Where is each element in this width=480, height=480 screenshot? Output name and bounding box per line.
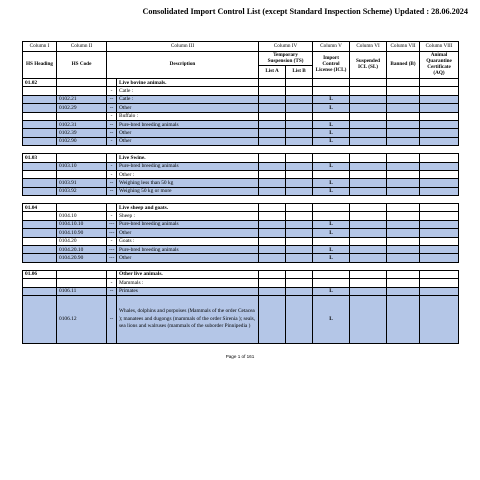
- icl-cell: L: [313, 295, 350, 343]
- banned-cell: [387, 187, 420, 195]
- banned-cell: [387, 154, 420, 162]
- column-label: Column VII: [387, 42, 420, 52]
- list-b-cell: [286, 79, 313, 87]
- suspended-icl-cell: [350, 229, 387, 237]
- description-cell: Live sheep and goats.: [117, 204, 259, 212]
- list-a-cell: [259, 229, 286, 237]
- spacer-cell: [23, 146, 459, 154]
- suspended-icl-cell: [350, 79, 387, 87]
- header-hs-heading: HS Heading: [23, 52, 57, 79]
- indent-dash-cell: --: [107, 179, 117, 187]
- heading-row: [23, 154, 459, 162]
- hs-code-cell: 0106.11: [57, 287, 107, 295]
- banned-cell: [387, 270, 420, 278]
- icl-cell: [313, 204, 350, 212]
- indent-dash-cell: [107, 79, 117, 87]
- hs-code-cell: [57, 170, 107, 178]
- description-cell: Goats :: [117, 237, 259, 245]
- banned-cell: [387, 204, 420, 212]
- indent-dash-cell: -: [107, 162, 117, 170]
- suspended-icl-cell: [350, 112, 387, 120]
- banned-cell: [387, 95, 420, 103]
- page-number: Page 1 of 161: [225, 354, 255, 359]
- list-a-cell: [259, 237, 286, 245]
- indent-dash-cell: [107, 204, 117, 212]
- table-row: [23, 170, 459, 178]
- indent-dash-cell: --: [107, 295, 117, 343]
- hs-code-cell: [57, 270, 107, 278]
- icl-cell: L: [313, 104, 350, 112]
- aq-cell: [420, 295, 459, 343]
- icl-cell: L: [313, 187, 350, 195]
- hs-code-cell: 0102.21: [57, 95, 107, 103]
- hs-code-cell: 0102.31: [57, 120, 107, 128]
- aq-cell: [420, 220, 459, 228]
- list-a-cell: [259, 137, 286, 145]
- indent-dash-cell: [107, 270, 117, 278]
- aq-cell: [420, 162, 459, 170]
- aq-cell: [420, 204, 459, 212]
- banned-cell: [387, 112, 420, 120]
- indent-dash-cell: [107, 154, 117, 162]
- icl-cell: [313, 79, 350, 87]
- hs-code-cell: [57, 279, 107, 287]
- banned-cell: [387, 279, 420, 287]
- description-cell: Other: [117, 129, 259, 137]
- spacer-cell: [23, 196, 459, 204]
- list-a-cell: [259, 270, 286, 278]
- list-b-cell: [286, 204, 313, 212]
- table-row: [23, 279, 459, 287]
- table-row: [23, 237, 459, 245]
- suspended-icl-cell: [350, 246, 387, 254]
- spacer-row: [23, 146, 459, 154]
- hs-heading-cell: [23, 279, 57, 287]
- hs-code-cell: [57, 204, 107, 212]
- spacer-row: [23, 262, 459, 270]
- description-cell: Other live animals.: [117, 270, 259, 278]
- hs-code-cell: [57, 112, 107, 120]
- aq-cell: [420, 87, 459, 95]
- indent-dash-cell: --: [107, 95, 117, 103]
- header-animal-quarantine: Animal Quarantine Certificate (AQ): [420, 52, 459, 79]
- column-label: Column VIII: [420, 42, 459, 52]
- list-b-cell: [286, 112, 313, 120]
- indent-dash-cell: -: [107, 87, 117, 95]
- hs-code-cell: 0103.91: [57, 179, 107, 187]
- list-a-cell: [259, 279, 286, 287]
- aq-cell: [420, 170, 459, 178]
- icl-cell: L: [313, 254, 350, 262]
- list-a-cell: [259, 170, 286, 178]
- aq-cell: [420, 129, 459, 137]
- hs-code-cell: [57, 87, 107, 95]
- table-row: [23, 220, 459, 228]
- aq-cell: [420, 95, 459, 103]
- banned-cell: [387, 237, 420, 245]
- hs-code-cell: 0104.10: [57, 212, 107, 220]
- table-row: [23, 187, 459, 195]
- suspended-icl-cell: [350, 237, 387, 245]
- column-label: Column V: [313, 42, 350, 52]
- table-row: [23, 295, 459, 343]
- list-b-cell: [286, 254, 313, 262]
- aq-cell: [420, 237, 459, 245]
- list-a-cell: [259, 204, 286, 212]
- indent-dash-cell: --: [107, 287, 117, 295]
- hs-heading-cell: [23, 212, 57, 220]
- description-cell: Weighing 50 kg or more: [117, 187, 259, 195]
- column-label: Column I: [23, 42, 57, 52]
- description-cell: Whales, dolphins and porpoises (Mammals of the order Cetacea ); manatees and dugongs (mammals of the order Sirenia ); seals, sea lions and walruses (mammals of the suborder Pinnipedia ): [117, 295, 259, 343]
- hs-code-cell: 0103.92: [57, 187, 107, 195]
- description-cell: Pure-bred breeding animals: [117, 246, 259, 254]
- hs-heading-cell: [23, 187, 57, 195]
- list-b-cell: [286, 137, 313, 145]
- table-row: [23, 229, 459, 237]
- indent-dash-cell: --: [107, 187, 117, 195]
- icl-cell: L: [313, 179, 350, 187]
- suspended-icl-cell: [350, 204, 387, 212]
- hs-heading-cell: [23, 254, 57, 262]
- description-cell: Other: [117, 229, 259, 237]
- hs-heading-cell: [23, 229, 57, 237]
- list-a-cell: [259, 104, 286, 112]
- suspended-icl-cell: [350, 212, 387, 220]
- list-b-cell: [286, 87, 313, 95]
- suspended-icl-cell: [350, 137, 387, 145]
- banned-cell: [387, 87, 420, 95]
- suspended-icl-cell: [350, 254, 387, 262]
- aq-cell: [420, 104, 459, 112]
- import-control-table: [22, 41, 459, 344]
- description-cell: Catle :: [117, 95, 259, 103]
- list-b-cell: [286, 229, 313, 237]
- table-row: [23, 287, 459, 295]
- list-b-cell: [286, 129, 313, 137]
- description-cell: Pure-bred breeding animals: [117, 120, 259, 128]
- column-label: Column IV: [259, 42, 313, 52]
- description-cell: Other: [117, 137, 259, 145]
- banned-cell: [387, 295, 420, 343]
- suspended-icl-cell: [350, 179, 387, 187]
- hs-code-cell: 0102.29: [57, 104, 107, 112]
- hs-heading-cell: [23, 112, 57, 120]
- hs-heading-cell: [23, 220, 57, 228]
- hs-heading-cell: [23, 120, 57, 128]
- indent-dash-cell: -: [107, 170, 117, 178]
- description-cell: Pure-bred breeding animals: [117, 220, 259, 228]
- description-cell: Other :: [117, 170, 259, 178]
- hs-code-cell: 0104.20.10: [57, 246, 107, 254]
- indent-dash-cell: --: [107, 104, 117, 112]
- column-label: Column II: [57, 42, 107, 52]
- aq-cell: [420, 187, 459, 195]
- table-row: [23, 112, 459, 120]
- suspended-icl-cell: [350, 270, 387, 278]
- aq-cell: [420, 137, 459, 145]
- suspended-icl-cell: [350, 95, 387, 103]
- list-b-cell: [286, 104, 313, 112]
- suspended-icl-cell: [350, 104, 387, 112]
- list-b-cell: [286, 279, 313, 287]
- heading-row: [23, 79, 459, 87]
- header-banned: Banned (B): [387, 52, 420, 79]
- list-b-cell: [286, 162, 313, 170]
- icl-cell: L: [313, 129, 350, 137]
- hs-code-cell: 0104.20.90: [57, 254, 107, 262]
- list-a-cell: [259, 79, 286, 87]
- banned-cell: [387, 212, 420, 220]
- aq-cell: [420, 287, 459, 295]
- banned-cell: [387, 129, 420, 137]
- hs-code-cell: [57, 154, 107, 162]
- heading-row: [23, 270, 459, 278]
- aq-cell: [420, 229, 459, 237]
- aq-cell: [420, 254, 459, 262]
- suspended-icl-cell: [350, 154, 387, 162]
- table-row: [23, 162, 459, 170]
- hs-heading-cell: [23, 246, 57, 254]
- hs-heading-cell: [23, 162, 57, 170]
- list-a-cell: [259, 129, 286, 137]
- table-row: [23, 129, 459, 137]
- icl-cell: [313, 112, 350, 120]
- banned-cell: [387, 104, 420, 112]
- header-hs-code: HS Code: [57, 52, 107, 79]
- hs-code-cell: 0103.10: [57, 162, 107, 170]
- list-a-cell: [259, 220, 286, 228]
- list-b-cell: [286, 187, 313, 195]
- hs-code-cell: 0102.90: [57, 137, 107, 145]
- list-a-cell: [259, 162, 286, 170]
- table-row: [23, 137, 459, 145]
- table-row: [23, 104, 459, 112]
- aq-cell: [420, 279, 459, 287]
- list-a-cell: [259, 112, 286, 120]
- hs-code-cell: 0104.10.90: [57, 229, 107, 237]
- indent-dash-cell: -: [107, 212, 117, 220]
- list-a-cell: [259, 254, 286, 262]
- header-description: Description: [107, 52, 259, 79]
- suspended-icl-cell: [350, 129, 387, 137]
- hs-heading-cell: [23, 104, 57, 112]
- description-cell: Weighing less than 50 kg: [117, 179, 259, 187]
- list-b-cell: [286, 212, 313, 220]
- hs-heading-cell: [23, 129, 57, 137]
- list-b-cell: [286, 170, 313, 178]
- banned-cell: [387, 287, 420, 295]
- spacer-row: [23, 196, 459, 204]
- list-a-cell: [259, 295, 286, 343]
- list-a-cell: [259, 87, 286, 95]
- aq-cell: [420, 212, 459, 220]
- hs-heading-cell: [23, 295, 57, 343]
- icl-cell: [313, 170, 350, 178]
- list-a-cell: [259, 120, 286, 128]
- icl-cell: [313, 279, 350, 287]
- table-row: [23, 120, 459, 128]
- hs-heading-cell: [23, 137, 57, 145]
- icl-cell: [313, 212, 350, 220]
- list-a-cell: [259, 212, 286, 220]
- header-temporary-suspension: Temporary Suspension (TS): [259, 52, 313, 66]
- description-cell: Catle :: [117, 87, 259, 95]
- table-row: [23, 254, 459, 262]
- suspended-icl-cell: [350, 120, 387, 128]
- header-icl: Import Control License (ICL): [313, 52, 350, 79]
- aq-cell: [420, 120, 459, 128]
- icl-cell: L: [313, 229, 350, 237]
- suspended-icl-cell: [350, 162, 387, 170]
- description-cell: Live Swine.: [117, 154, 259, 162]
- icl-cell: [313, 237, 350, 245]
- indent-dash-cell: ---: [107, 254, 117, 262]
- header-suspended-icl: Suspended ICL (SL): [350, 52, 387, 79]
- aq-cell: [420, 270, 459, 278]
- column-number-row: [23, 42, 459, 52]
- hs-heading-cell: 01.04: [23, 204, 57, 212]
- indent-dash-cell: -: [107, 137, 117, 145]
- icl-cell: [313, 270, 350, 278]
- indent-dash-cell: -: [107, 279, 117, 287]
- aq-cell: [420, 154, 459, 162]
- header-list-a: List A: [259, 66, 286, 79]
- suspended-icl-cell: [350, 287, 387, 295]
- icl-cell: L: [313, 120, 350, 128]
- banned-cell: [387, 79, 420, 87]
- indent-dash-cell: --: [107, 120, 117, 128]
- hs-heading-cell: [23, 87, 57, 95]
- banned-cell: [387, 220, 420, 228]
- banned-cell: [387, 229, 420, 237]
- description-cell: Buffalo :: [117, 112, 259, 120]
- indent-dash-cell: ---: [107, 220, 117, 228]
- description-cell: Primates: [117, 287, 259, 295]
- list-a-cell: [259, 154, 286, 162]
- indent-dash-cell: ---: [107, 229, 117, 237]
- banned-cell: [387, 120, 420, 128]
- indent-dash-cell: ---: [107, 246, 117, 254]
- description-cell: Live bovine animals.: [117, 79, 259, 87]
- hs-code-cell: 0104.10.10: [57, 220, 107, 228]
- list-b-cell: [286, 270, 313, 278]
- list-a-cell: [259, 179, 286, 187]
- indent-dash-cell: -: [107, 237, 117, 245]
- banned-cell: [387, 179, 420, 187]
- aq-cell: [420, 246, 459, 254]
- list-a-cell: [259, 246, 286, 254]
- list-a-cell: [259, 187, 286, 195]
- hs-code-cell: 0104.20: [57, 237, 107, 245]
- hs-heading-cell: [23, 95, 57, 103]
- suspended-icl-cell: [350, 170, 387, 178]
- icl-cell: L: [313, 220, 350, 228]
- header-list-b: List B: [286, 66, 313, 79]
- column-label: Column VI: [350, 42, 387, 52]
- hs-code-cell: 0102.39: [57, 129, 107, 137]
- table-row: [23, 212, 459, 220]
- icl-cell: L: [313, 287, 350, 295]
- icl-cell: [313, 154, 350, 162]
- indent-dash-cell: -: [107, 112, 117, 120]
- list-b-cell: [286, 295, 313, 343]
- hs-heading-cell: [23, 237, 57, 245]
- description-cell: Mammals :: [117, 279, 259, 287]
- table-row: [23, 246, 459, 254]
- table-row: [23, 95, 459, 103]
- icl-cell: [313, 87, 350, 95]
- list-b-cell: [286, 246, 313, 254]
- hs-heading-cell: 01.06: [23, 270, 57, 278]
- hs-heading-cell: [23, 170, 57, 178]
- icl-cell: L: [313, 95, 350, 103]
- list-b-cell: [286, 179, 313, 187]
- suspended-icl-cell: [350, 87, 387, 95]
- list-b-cell: [286, 287, 313, 295]
- column-label: Column III: [107, 42, 259, 52]
- description-cell: Other: [117, 254, 259, 262]
- list-b-cell: [286, 220, 313, 228]
- hs-heading-cell: [23, 179, 57, 187]
- list-b-cell: [286, 95, 313, 103]
- suspended-icl-cell: [350, 279, 387, 287]
- aq-cell: [420, 79, 459, 87]
- banned-cell: [387, 137, 420, 145]
- banned-cell: [387, 254, 420, 262]
- description-cell: Sheep :: [117, 212, 259, 220]
- list-b-cell: [286, 237, 313, 245]
- list-b-cell: [286, 120, 313, 128]
- suspended-icl-cell: [350, 187, 387, 195]
- aq-cell: [420, 112, 459, 120]
- document-title: Consolidated Import Control List (except Standard Inspection Scheme) Updated : 28.06.2024: [142, 7, 468, 16]
- hs-heading-cell: 01.02: [23, 79, 57, 87]
- table-row: [23, 179, 459, 187]
- hs-code-cell: 0106.12: [57, 295, 107, 343]
- icl-cell: L: [313, 137, 350, 145]
- icl-cell: L: [313, 246, 350, 254]
- hs-heading-cell: [23, 287, 57, 295]
- list-b-cell: [286, 154, 313, 162]
- description-cell: Pure-bred breeding animals: [117, 162, 259, 170]
- suspended-icl-cell: [350, 220, 387, 228]
- indent-dash-cell: --: [107, 129, 117, 137]
- hs-heading-cell: 01.03: [23, 154, 57, 162]
- table-row: [23, 87, 459, 95]
- icl-cell: L: [313, 162, 350, 170]
- spacer-cell: [23, 262, 459, 270]
- banned-cell: [387, 170, 420, 178]
- banned-cell: [387, 246, 420, 254]
- suspended-icl-cell: [350, 295, 387, 343]
- aq-cell: [420, 179, 459, 187]
- list-a-cell: [259, 287, 286, 295]
- list-a-cell: [259, 95, 286, 103]
- heading-row: [23, 204, 459, 212]
- banned-cell: [387, 162, 420, 170]
- hs-code-cell: [57, 79, 107, 87]
- description-cell: Other: [117, 104, 259, 112]
